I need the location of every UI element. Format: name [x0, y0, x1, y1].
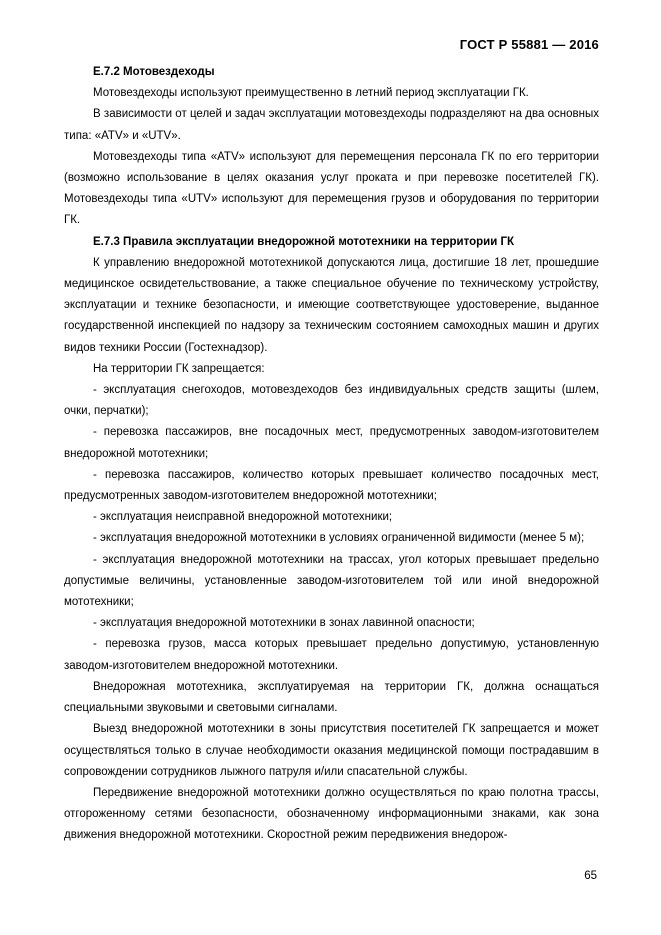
section-heading-e72: Е.7.2 Мотовездеходы [93, 66, 215, 78]
paragraph: Мотовездеходы типа «ATV» используют для перемещения персонала ГК по его территории (возможно использование в целях оказания услуг проката и при перевозке посетителей ГК). Мотовездеходы типа «UTV» используют для перемещения грузов и оборудования по территории ГК. [64, 150, 599, 227]
list-item: - эксплуатация внедорожной мототехники в условиях ограниченной видимости (менее 5 м); [93, 532, 585, 545]
paragraph: Внедорожная мототехника, эксплуатируемая на территории ГК, должна оснащаться специальными звуковыми и световыми сигналами. [64, 680, 599, 715]
paragraph: Передвижение внедорожной мототехники должно осуществляться по краю полотна трассы, отгороженному сетями безопасности, обозначенному информационными знаками, как зона движения внедорожной мототехники. Скоростной режим передвижения внедорож- [64, 786, 599, 842]
list-item: - эксплуатация неисправной внедорожной мототехники; [93, 511, 393, 524]
list-item: - эксплуатация внедорожной мототехники в зонах лавинной опасности; [93, 617, 475, 630]
list-item: - эксплуатация внедорожной мототехники на трассах, угол которых превышает предельно допустимые величины, установленные заводом-изготовителем той или иной внедорожной мототехники; [64, 553, 599, 609]
paragraph: На территории ГК запрещается: [93, 362, 265, 375]
page-number: 65 [584, 870, 597, 882]
document-header: ГОСТ Р 55881 — 2016 [459, 37, 599, 52]
paragraph: Мотовездеходы используют преимущественно в летний период эксплуатации ГК. [93, 87, 529, 100]
section-heading-e73: Е.7.3 Правила эксплуатации внедорожной мототехники на территории ГК [93, 235, 515, 248]
list-item: - перевозка пассажиров, вне посадочных мест, предусмотренных заводом-изготовителем внедорожной мототехники; [64, 426, 599, 460]
paragraph: К управлению внедорожной мототехникой допускаются лица, достигшие 18 лет, прошедшие медицинское освидетельствование, а также специальное обучение по техническому устройству, эксплуатации и технике безопасности, и имеющие соответствующее удостоверение, выданное государственной инспекцией по надзору за техническим состоянием самоходных машин и других видов техники России (Гостехнадзор). [64, 256, 599, 354]
list-item: - перевозка пассажиров, количество которых превышает количество посадочных мест, предусмотренных заводом-изготовителем внедорожной мототехники; [64, 468, 599, 503]
paragraph: В зависимости от целей и задач эксплуатации мотовездеходы подразделяют на два основных типа: «ATV» и «UTV». [64, 108, 599, 142]
list-item: - перевозка грузов, масса которых превышает предельно допустимую, установленную заводом-изготовителем внедорожной мототехники. [64, 638, 599, 672]
list-item: - эксплуатация снегоходов, мотовездеходов без индивидуальных средств защиты (шлем, очки, перчатки); [64, 384, 599, 418]
paragraph: Выезд внедорожной мототехники в зоны присутствия посетителей ГК запрещается и может осуществляться только в случае необходимости оказания медицинской помощи пострадавшим в сопровождении сотрудников лыжного патруля и/или спасательной службы. [64, 723, 599, 778]
document-body [64, 62, 599, 847]
